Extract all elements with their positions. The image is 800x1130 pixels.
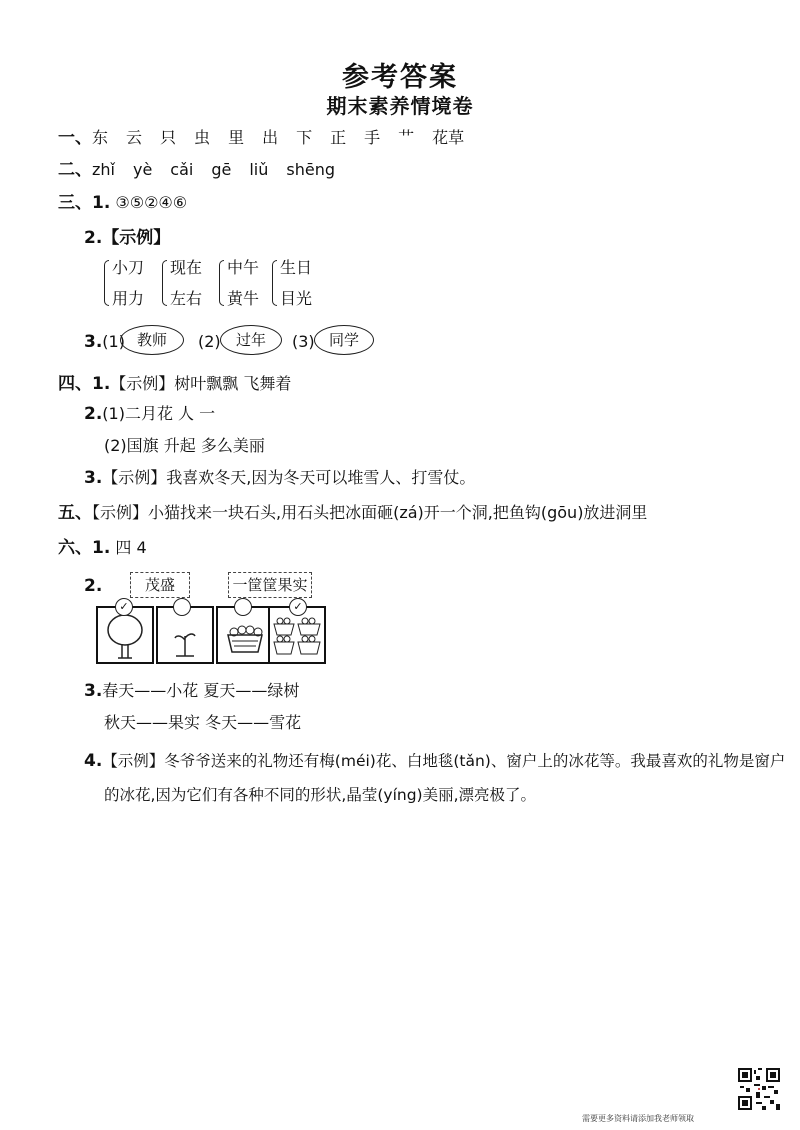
section-6-q3-line1	[84, 681, 299, 701]
brace-3	[219, 260, 224, 306]
answer-text: 【示例】我喜欢冬天,因为冬天可以堆雪人、打雪仗。	[102, 468, 476, 487]
item-3-label: (3)	[292, 332, 315, 351]
q-number: 4.	[84, 751, 103, 771]
item-1-label: (1)	[102, 332, 125, 351]
section-4-q2-line2: (2)国旗 升起 多么美丽	[104, 436, 265, 455]
word-box-2: 一筐筐果实	[228, 572, 312, 598]
char-2: 云	[126, 128, 143, 147]
q-number: 3.	[84, 332, 103, 352]
answer-text: ③⑤②④⑥	[115, 193, 188, 212]
answer-text: 【示例】冬爷爷送来的礼物还有梅(méi)花、白地毯(tǎn)、窗户上的冰花等。我最喜欢的礼物是窗户	[102, 752, 786, 770]
brace-2	[162, 260, 167, 306]
char-6: 出	[262, 128, 279, 147]
pinyin-5: liǔ	[249, 160, 269, 179]
answer-text: 四 4	[115, 538, 147, 557]
check-4-icon: ✓	[289, 598, 307, 616]
answer-text: 【示例】小猫找来一块石头,用石头把冰面砸(zá)开一个洞,把鱼钩(gōu)放进洞里	[92, 503, 648, 522]
word-ellipse-1: 教师	[120, 325, 184, 355]
section-5	[58, 503, 647, 523]
answer-text: 【示例】树叶飘飘 飞舞着	[110, 374, 292, 393]
section-1-label: 一、	[58, 128, 92, 148]
pinyin-1: zhǐ	[92, 160, 115, 179]
word-box-1: 茂盛	[130, 572, 190, 598]
check-1-icon: ✓	[115, 598, 133, 616]
pair-2-bottom: 左右	[170, 289, 203, 308]
q-number: 3.	[84, 468, 103, 488]
q-number: 2.	[84, 228, 103, 248]
section-2	[58, 160, 335, 180]
q-number: 1.	[92, 193, 111, 213]
q-number: 3.	[84, 681, 103, 701]
q-number: 1.	[92, 538, 111, 558]
section-4-label: 四、	[58, 374, 92, 394]
q-number: 2.	[84, 404, 103, 424]
pinyin-6: shēng	[286, 160, 335, 179]
section-3-q3-num	[84, 332, 125, 352]
word-ellipse-2: 过年	[220, 325, 282, 355]
brace-1	[104, 260, 109, 306]
char-11: 花草	[432, 128, 465, 147]
pinyin-4: gē	[211, 160, 232, 179]
section-4-q1	[58, 374, 291, 394]
section-3-label: 三、	[58, 193, 92, 213]
section-3-q1	[58, 193, 187, 213]
char-8: 正	[330, 128, 347, 147]
section-4-q2-line1	[84, 404, 215, 424]
section-4-q3	[84, 468, 475, 488]
example-label: 【示例】	[102, 228, 171, 248]
pinyin-2: yè	[132, 160, 153, 179]
section-6-label: 六、	[58, 538, 92, 558]
char-4: 虫	[194, 128, 211, 147]
item-2-label: (2)	[198, 332, 221, 351]
char-5: 里	[228, 128, 245, 147]
section-1	[58, 128, 464, 148]
sprout-drawing-icon	[158, 608, 212, 662]
brace-4	[272, 260, 277, 306]
pair-3-top: 中午	[227, 258, 260, 277]
fruit-baskets-drawing-icon	[270, 608, 324, 662]
footer-note: 需要更多资料请添加我老师领取	[582, 1114, 694, 1123]
char-9: 手	[364, 128, 381, 147]
pair-4-top: 生日	[280, 258, 313, 277]
page-subtitle: 期末素养情境卷	[326, 94, 474, 118]
pair-4-bottom: 目光	[280, 289, 313, 308]
char-10: 艹	[398, 128, 415, 147]
section-6-q1	[58, 538, 147, 558]
answer-text: 春天——小花 夏天——绿树	[102, 681, 300, 700]
char-3: 只	[160, 128, 177, 147]
section-6-q4-line2: 的冰花,因为它们有各种不同的形状,晶莹(yíng)美丽,漂亮极了。	[104, 786, 537, 804]
pair-1-top: 小刀	[112, 258, 145, 277]
fruit-basket-drawing-icon	[218, 608, 272, 662]
q-number: 1.	[92, 374, 111, 394]
pair-1-bottom: 用力	[112, 289, 145, 308]
qr-code-icon[interactable]	[738, 1068, 780, 1110]
pinyin-3: cǎi	[170, 160, 194, 179]
section-2-label: 二、	[58, 160, 92, 180]
pair-2-top: 现在	[170, 258, 203, 277]
tree-drawing-icon	[98, 608, 152, 662]
q-number: 2.	[84, 576, 103, 596]
char-7: 下	[296, 128, 313, 147]
word-ellipse-3: 同学	[314, 325, 374, 355]
section-6-q4-line1	[84, 751, 785, 771]
check-3-icon	[234, 598, 252, 616]
check-2-icon	[173, 598, 191, 616]
section-5-label: 五、	[58, 503, 92, 523]
section-6-q2-num	[84, 576, 102, 596]
section-6-q3-line2: 秋天——果实 冬天——雪花	[104, 713, 302, 732]
page-title: 参考答案	[342, 62, 458, 93]
pair-3-bottom: 黄牛	[227, 289, 260, 308]
char-1: 东	[92, 128, 109, 147]
section-3-q2	[84, 228, 170, 248]
answer-text: (1)二月花 人 一	[102, 404, 216, 423]
